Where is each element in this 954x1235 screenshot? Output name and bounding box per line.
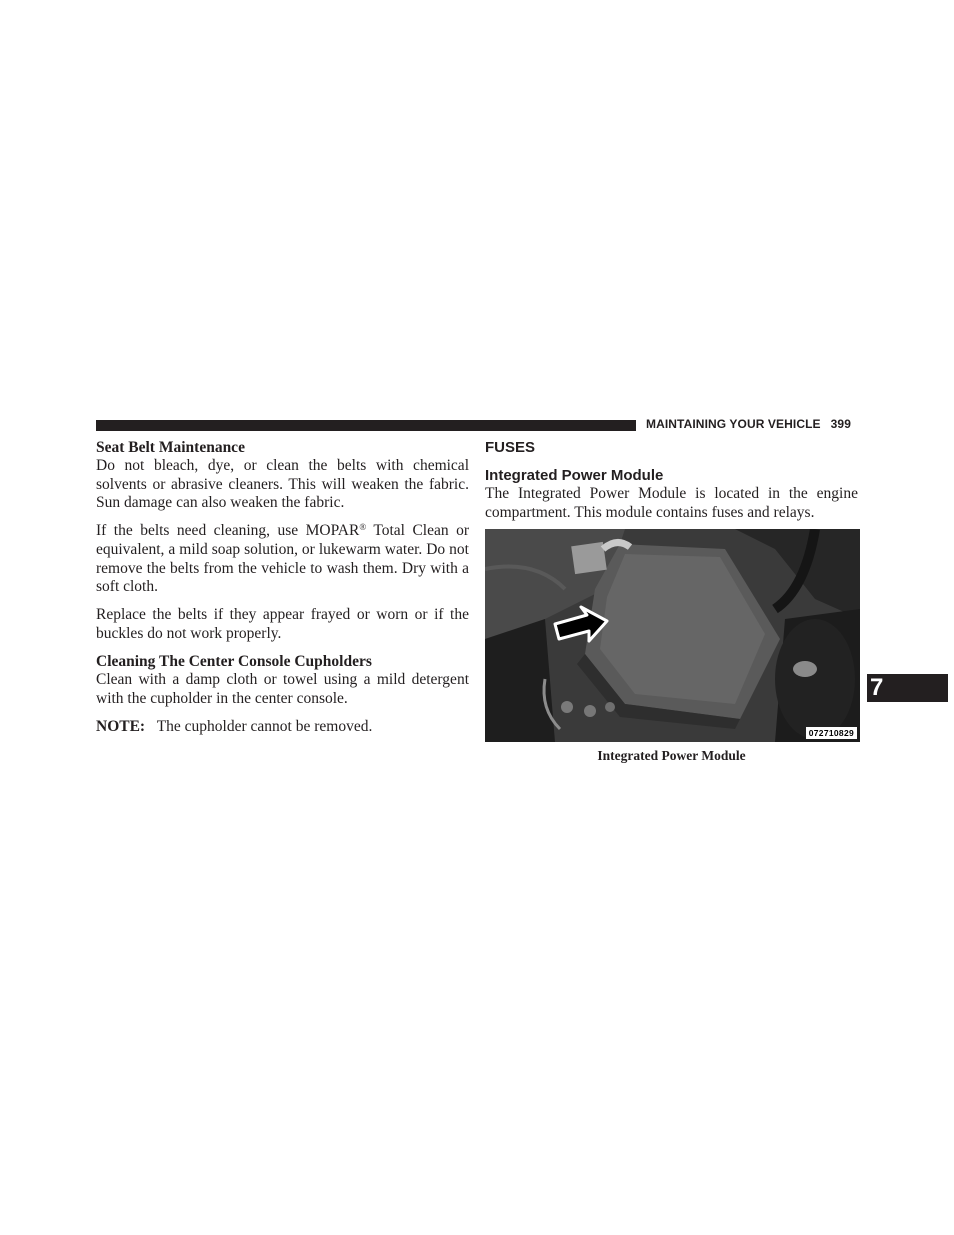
note-label: NOTE:: [96, 717, 146, 735]
running-header: [646, 417, 858, 431]
seat-belt-paragraph-2: [96, 522, 469, 597]
seat-belt-paragraph-3: Replace the belts if they appear frayed or worn or if the buckles do not work properly.: [96, 605, 469, 642]
page-number: 399: [830, 417, 851, 431]
note: [96, 718, 469, 737]
image-code: 072710829: [806, 727, 857, 739]
seat-belt-heading: Seat Belt Maintenance: [96, 439, 245, 456]
ipm-heading: Integrated Power Module: [485, 467, 664, 484]
right-column: [485, 438, 858, 522]
photo-caption: Integrated Power Module: [597, 748, 746, 763]
chapter-number: 7: [870, 674, 884, 701]
section-title: MAINTAINING YOUR VEHICLE: [646, 417, 821, 431]
cupholder-heading: Cleaning The Center Console Cupholders: [96, 653, 372, 671]
photo-illustration: [485, 529, 860, 742]
left-column: [96, 438, 469, 736]
fuses-heading: FUSES: [485, 439, 536, 456]
cupholder-paragraph: Clean with a damp cloth or towel using a mild detergent with the cupholder in the center console.: [96, 671, 469, 708]
mopar-text: If the belts need cleaning, use MOPAR: [96, 522, 360, 540]
cleaning-text: Total Clean or equivalent, a mild soap solution, or lukewarm water. Do not remove the belts from the vehicle to wash them. Dry with a soft cloth.: [96, 522, 469, 596]
note-text: The cupholder cannot be removed.: [156, 717, 373, 735]
ipm-paragraph: The Integrated Power Module is located in the engine compartment. This module contains fuses and relays.: [485, 485, 858, 521]
engine-compartment-photo: [485, 529, 860, 742]
chapter-tab: [867, 674, 948, 702]
header-rule: [96, 420, 636, 431]
registered-mark: ®: [359, 522, 367, 533]
seat-belt-paragraph-1: Do not bleach, dye, or clean the belts with chemical solvents or abrasive cleaners. This will weaken the fabric. Sun damage can also weaken the fabric.: [96, 457, 469, 512]
